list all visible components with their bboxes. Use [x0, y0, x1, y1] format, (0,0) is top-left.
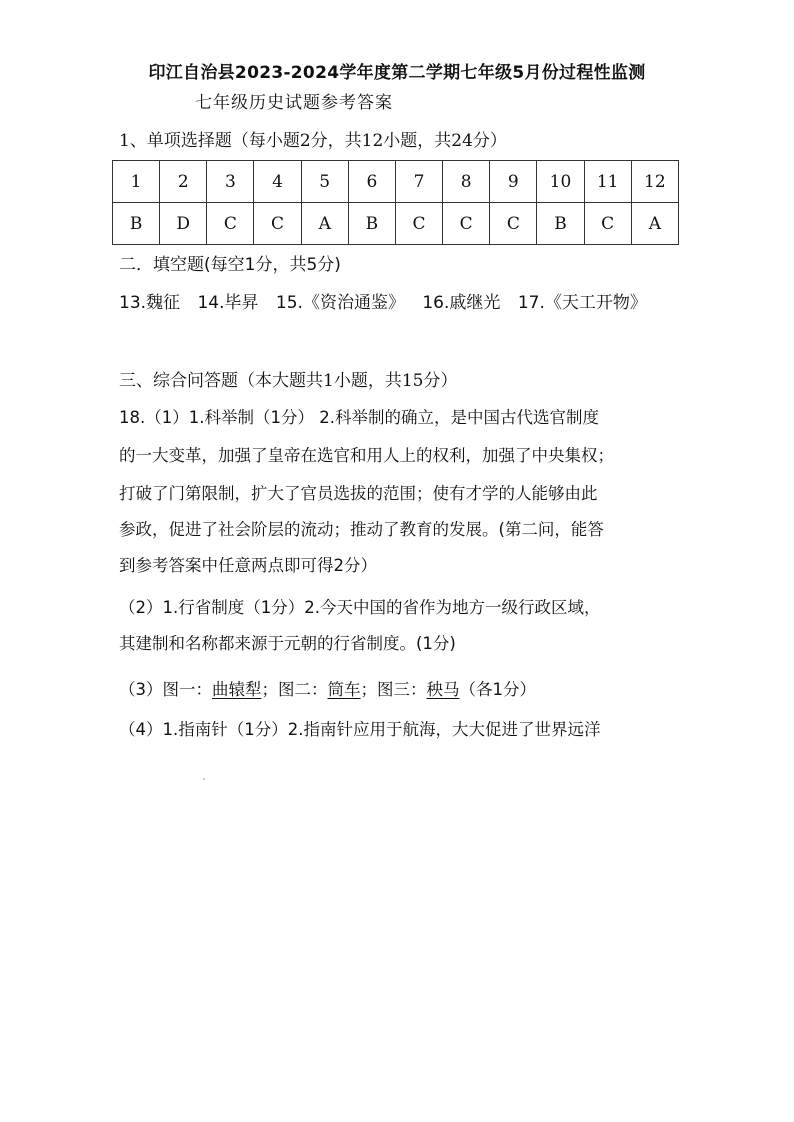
separator: ；: [360, 680, 377, 699]
question-number: 6: [348, 161, 395, 203]
answer-cell: C: [207, 203, 254, 245]
question-number-row: [113, 161, 679, 203]
scan-speck: [203, 778, 205, 780]
q18-part2-line: 其建制和名称都来源于元朝的行省制度。(1分): [119, 634, 456, 653]
answer-cell: C: [443, 203, 490, 245]
document-title: 印江自治县2023-2024学年度第二学期七年级5月份过程性监测: [148, 63, 646, 83]
answer-cell: D: [160, 203, 207, 245]
q18-part2-line: （2）1.行省制度（1分）2.今天中国的省作为地方一级行政区域，: [119, 598, 601, 617]
question-number: 5: [301, 161, 348, 203]
part3-prefix: （3）: [119, 680, 163, 699]
answer-cell: C: [254, 203, 301, 245]
figure2-answer: 筒车: [327, 680, 361, 699]
question-number: 7: [395, 161, 442, 203]
figure1-answer: 曲辕犁: [212, 680, 262, 699]
q18-line: 18.（1）1.科举制（1分） 2.科举制的确立，是中国古代选官制度: [119, 408, 599, 427]
answer-cell: B: [537, 203, 584, 245]
q18-line: 到参考答案中任意两点即可得2分）: [119, 556, 377, 575]
fill-answer: 13.魏征: [119, 293, 181, 313]
answer-cell: C: [584, 203, 631, 245]
fill-answer: 14.毕昇: [197, 293, 259, 313]
question-number: 8: [443, 161, 490, 203]
q18-line: 的一大变革，加强了皇帝在选官和用人上的权利，加强了中央集权；: [119, 446, 614, 465]
fill-in-answers: [119, 288, 719, 313]
q18-part4-line: （4）1.指南针（1分）2.指南针应用于航海，大大促进了世界远洋: [119, 720, 601, 739]
q18-line: 参政，促进了社会阶层的流动；推动了教育的发展。(第二问，能答: [119, 520, 604, 539]
figure2-label: 图二：: [278, 680, 328, 699]
question-number: 9: [490, 161, 537, 203]
fill-answer: 16.戚继光: [422, 293, 501, 313]
q18-part3-line: [119, 676, 536, 700]
answer-cell: A: [631, 203, 678, 245]
section1-heading: 1、单项选择题（每小题2分，共12小题，共24分）: [119, 131, 507, 151]
q18-line: 打破了门第限制，扩大了官员选拔的范围；使有才学的人能够由此: [119, 484, 598, 503]
question-number: 3: [207, 161, 254, 203]
answer-cell: B: [348, 203, 395, 245]
answer-cell: A: [301, 203, 348, 245]
question-number: 2: [160, 161, 207, 203]
answer-cell: B: [113, 203, 160, 245]
answer-row: [113, 203, 679, 245]
section2-heading: 二．填空题(每空1分，共5分): [119, 255, 341, 275]
question-number: 4: [254, 161, 301, 203]
figure3-label: 图三：: [377, 680, 427, 699]
fill-answer: 15.《资治通鉴》: [275, 293, 405, 313]
figure3-answer: 秧马: [426, 680, 460, 699]
answer-cell: C: [395, 203, 442, 245]
question-number: 11: [584, 161, 631, 203]
answer-cell: C: [490, 203, 537, 245]
document-subtitle: 七年级历史试题参考答案: [195, 93, 393, 113]
answer-table: [112, 160, 679, 245]
section3-heading: 三、综合问答题（本大题共1小题，共15分）: [119, 371, 458, 391]
question-number: 10: [537, 161, 584, 203]
question-number: 1: [113, 161, 160, 203]
separator: ；: [261, 680, 278, 699]
question-number: 12: [631, 161, 678, 203]
figure1-label: 图一：: [162, 680, 212, 699]
fill-answer: 17.《天工开物》: [517, 293, 647, 313]
part3-suffix: （各1分）: [459, 680, 536, 699]
